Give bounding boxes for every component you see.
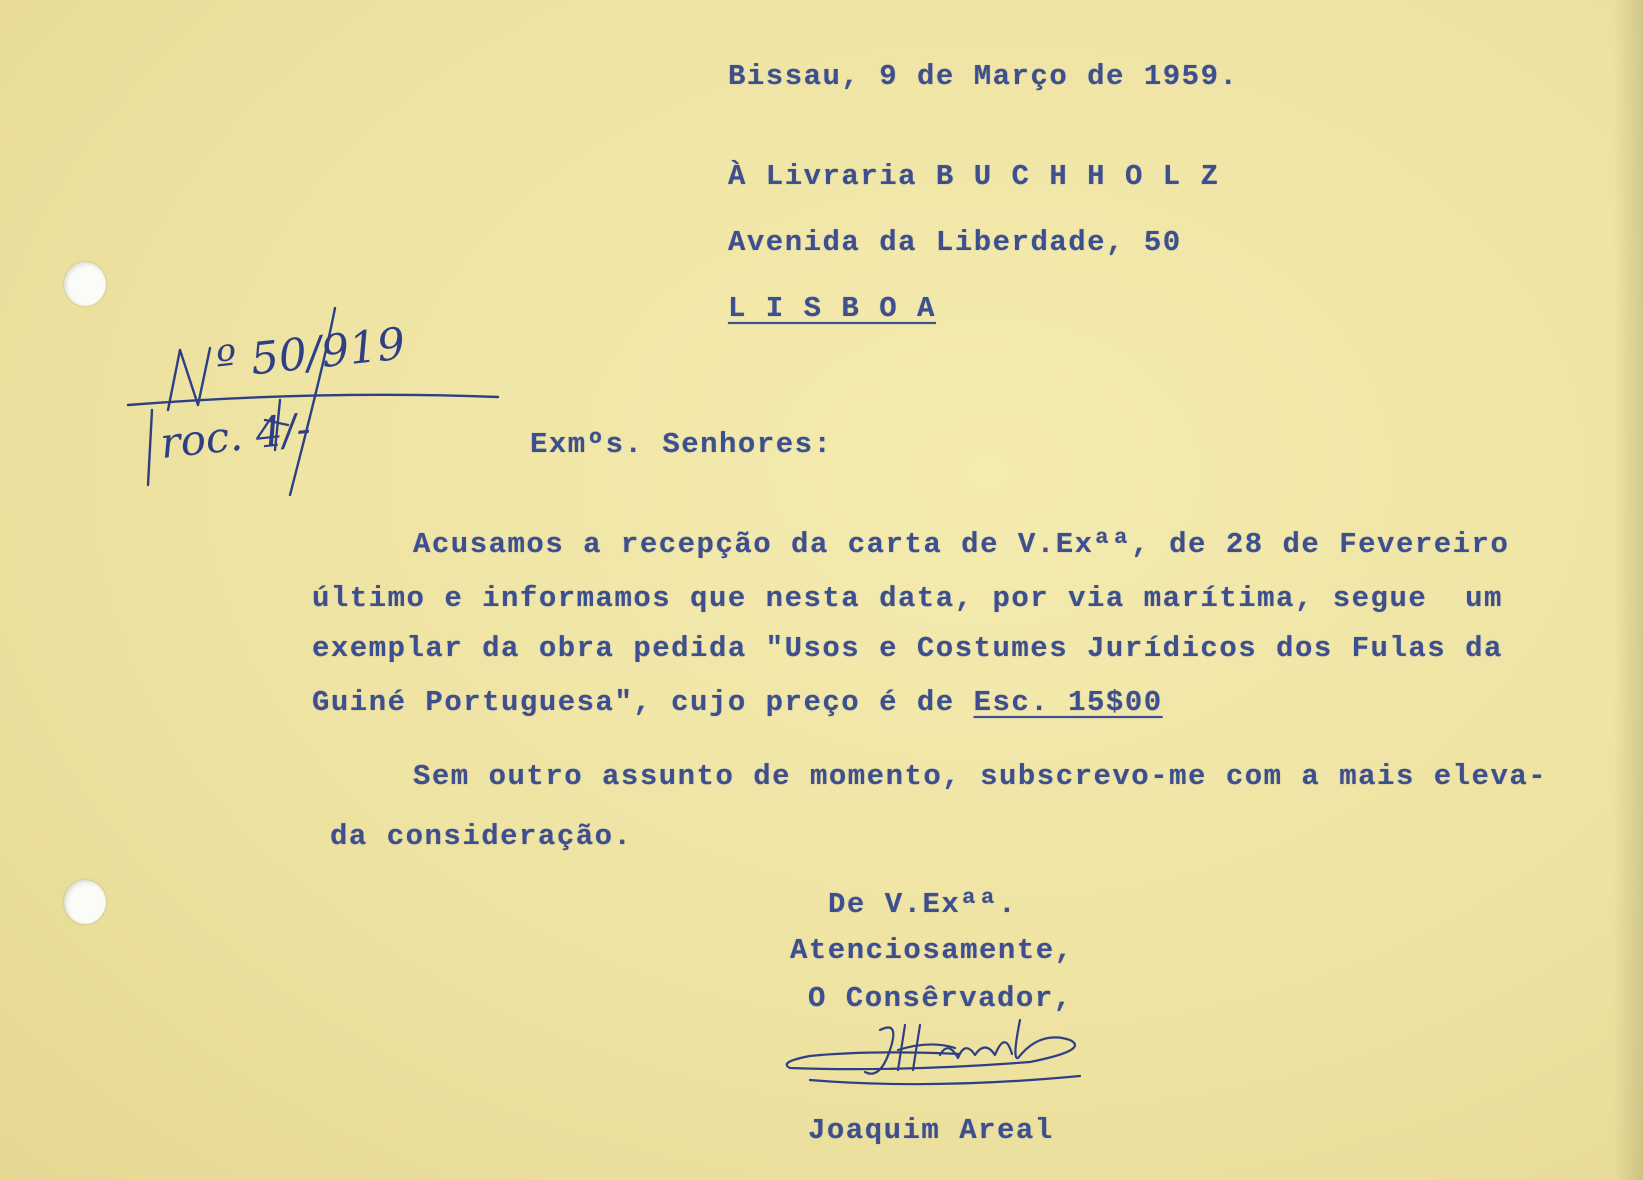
closing-line-1: Sem outro assunto de momento, subscrevo-me com a mais eleva- bbox=[413, 760, 1548, 793]
body-line-2: último e informamos que nesta data, por via marítima, segue um bbox=[312, 582, 1503, 615]
svg-text:roc. 4/-: roc. 4/- bbox=[157, 403, 313, 468]
page-shadow-edge bbox=[1613, 0, 1643, 1180]
handwritten-signature bbox=[780, 1010, 1120, 1110]
signoff-line-3: O Consêrvador, bbox=[808, 982, 1073, 1015]
signoff-line-1: De V.Exªª. bbox=[828, 888, 1018, 921]
body-line-4 bbox=[312, 686, 1163, 719]
closing-line-2: da consideração. bbox=[330, 820, 633, 853]
salutation: Exmºs. Senhores: bbox=[530, 428, 833, 461]
addressee-line-1: À Livraria B U C H H O L Z bbox=[728, 160, 1220, 193]
body-line-4-text: Guiné Portuguesa", cujo preço é de bbox=[312, 686, 974, 719]
date-line: Bissau, 9 de Março de 1959. bbox=[728, 60, 1239, 93]
signoff-line-2: Atenciosamente, bbox=[790, 934, 1074, 967]
addressee-line-2: Avenida da Liberdade, 50 bbox=[728, 226, 1182, 259]
handwritten-reference-annotation bbox=[120, 300, 510, 520]
svg-text:º 50/919: º 50/919 bbox=[213, 318, 408, 389]
body-line-3: exemplar da obra pedida "Usos e Costumes Jurídicos dos Fulas da bbox=[312, 632, 1503, 665]
signatory-name: Joaquim Areal bbox=[808, 1114, 1054, 1147]
addressee-city: L I S B O A bbox=[728, 292, 936, 325]
body-line-1: Acusamos a recepção da carta de V.Exªª, de 28 de Fevereiro bbox=[413, 528, 1510, 561]
price-amount: Esc. 15$00 bbox=[973, 686, 1163, 719]
punch-hole-top bbox=[64, 262, 106, 306]
punch-hole-bottom bbox=[64, 880, 106, 924]
